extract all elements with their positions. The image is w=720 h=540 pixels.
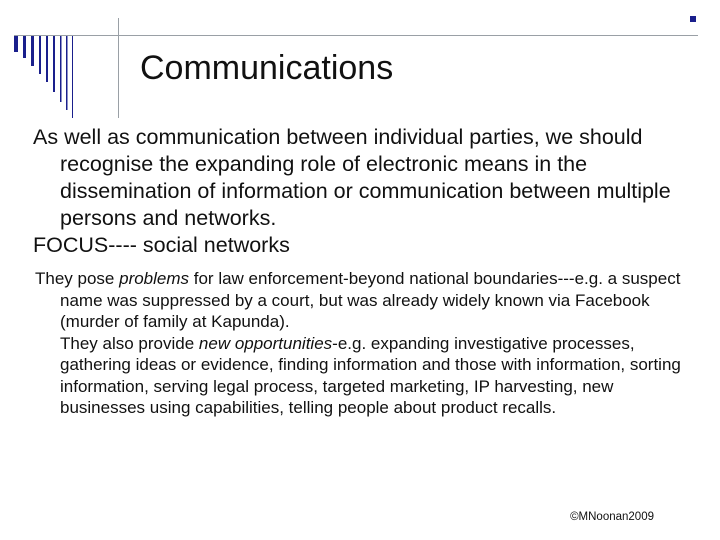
copyright-footer: ©MNoonan2009 — [570, 511, 654, 523]
body-paragraph-focus: FOCUS---- social networks — [33, 233, 290, 257]
sub-1-emphasis: problems — [119, 269, 190, 288]
vertical-bar-graphic — [14, 36, 73, 118]
sub-2-rest-text: -e.g. expanding investigative processes, gathering ideas or evidence, finding information and those with information, sorting information, serving legal process, targeted marketing, IP harvesting, new businesses using capabilities, telling people about product recalls. — [60, 333, 681, 417]
sub-1-rest-text: for law enforcement-beyond national boundaries---e.g. a suspect name was suppressed by a court, but was already widely known via Facebook (murder of family at Kapunda). — [60, 269, 681, 331]
sub-1-lead-text: They pose — [35, 269, 120, 288]
sub-2-lead-text: They also provide — [60, 333, 199, 353]
accent-square — [690, 16, 696, 22]
body-paragraph-electronic-means: As well as communication between individual parties, we should recognise the expanding role of electronic means in the dissemination of information or communication between multiple persons and networks. — [33, 125, 671, 230]
slide-title: Communications — [140, 49, 394, 87]
sub-paragraph-problems — [33, 268, 693, 333]
sub-2-emphasis: new opportunities — [198, 333, 333, 353]
slide-body — [33, 124, 693, 419]
sub-paragraph-opportunities — [33, 333, 693, 419]
